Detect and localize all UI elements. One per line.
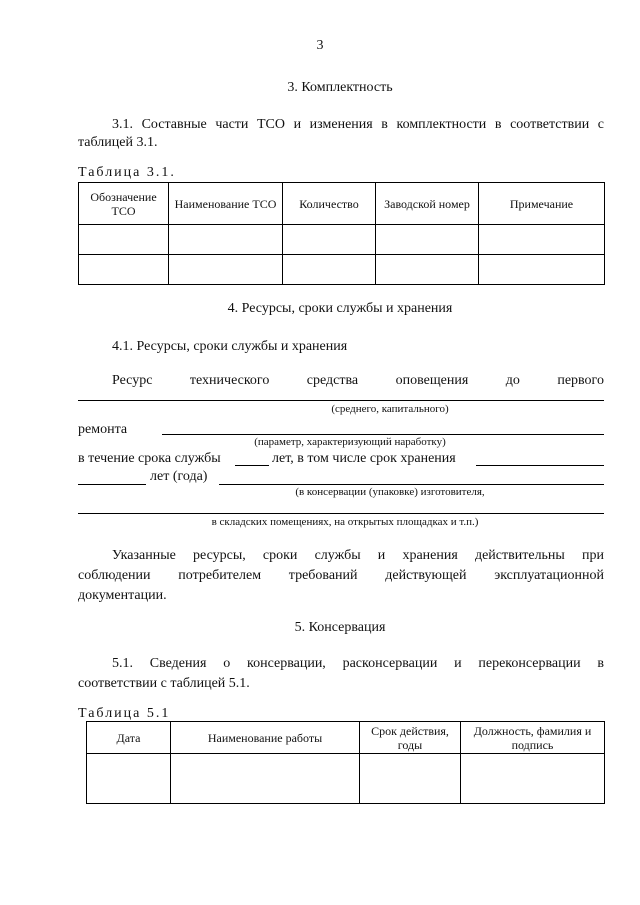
table-5-1-caption: Таблица 5.1	[78, 706, 171, 721]
label-storage-term: лет, в том числе срок хранения	[272, 451, 456, 466]
validity-note-line3: документации.	[78, 588, 167, 603]
resource-word: оповещения	[395, 373, 469, 388]
hint-conservation: (в консервации (упаковке) изготовителя,	[295, 486, 485, 498]
table-3-1-header-note: Примечание	[479, 183, 605, 225]
section-5-paragraph-line1: 5.1. Сведения о консервации, расконсервации и переконсервации в	[112, 656, 604, 671]
table-5-1-header-signature: Должность, фамилия и подпись	[461, 722, 605, 754]
table-5-1-header-work: Наименование работы	[171, 722, 360, 754]
table-cell[interactable]	[376, 225, 479, 255]
table-cell[interactable]	[479, 225, 605, 255]
page-number: 3	[316, 38, 324, 53]
table-5-1-header-date: Дата	[87, 722, 171, 754]
section-5-paragraph-line2: соответствии с таблицей 5.1.	[78, 676, 250, 691]
fill-line-service-years[interactable]	[235, 465, 269, 466]
fill-line-storage-place[interactable]	[78, 513, 604, 514]
table-cell[interactable]	[461, 754, 605, 804]
section-4-subheading: 4.1. Ресурсы, сроки службы и хранения	[112, 339, 348, 354]
fill-line-remonta[interactable]	[162, 434, 604, 435]
table-cell[interactable]	[169, 225, 283, 255]
fill-line-resource[interactable]	[78, 400, 604, 401]
table-3-1-caption: Таблица 3.1.	[78, 165, 176, 180]
table-cell[interactable]	[79, 225, 169, 255]
section-3-paragraph-line2: таблицей 3.1.	[78, 135, 158, 150]
table-cell[interactable]	[360, 754, 461, 804]
resource-word: Ресурс	[112, 373, 153, 388]
section-3-heading: 3. Комплектность	[287, 80, 393, 95]
resource-word: до	[505, 373, 520, 388]
validity-note-line2: соблюдении потребителем требований действующей эксплуатационной	[78, 568, 604, 583]
resource-word: технического	[189, 373, 270, 388]
table-3-1-header-name: Наименование ТСО	[169, 183, 283, 225]
table-cell[interactable]	[79, 255, 169, 285]
table-cell[interactable]	[169, 255, 283, 285]
resource-word: первого	[557, 373, 604, 388]
table-5-1-header-row	[87, 722, 605, 754]
table-cell[interactable]	[283, 225, 376, 255]
table-3-1	[78, 182, 605, 285]
label-service-term: в течение срока службы	[78, 451, 221, 466]
hint-parameter: (параметр, характеризующий наработку)	[254, 436, 446, 448]
fill-line-storage[interactable]	[476, 465, 604, 466]
section-4-heading: 4. Ресурсы, сроки службы и хранения	[227, 301, 453, 316]
table-cell[interactable]	[283, 255, 376, 285]
table-3-1-header-quantity: Количество	[283, 183, 376, 225]
table-3-1-header-row	[79, 183, 605, 225]
table-cell[interactable]	[171, 754, 360, 804]
fill-line-storage-conditions[interactable]	[219, 484, 604, 485]
table-row	[87, 754, 605, 804]
section-5-heading: 5. Консервация	[294, 620, 386, 635]
table-row	[79, 225, 605, 255]
table-5-1-header-term: Срок действия, годы	[360, 722, 461, 754]
table-cell[interactable]	[87, 754, 171, 804]
section-3-paragraph-line1: 3.1. Составные части ТСО и изменения в комплектности в соответствии с	[112, 117, 604, 132]
table-cell[interactable]	[376, 255, 479, 285]
table-5-1	[86, 721, 605, 804]
table-3-1-header-designation: Обозначение ТСО	[79, 183, 169, 225]
hint-warehouse: в складских помещениях, на открытых площадках и т.п.)	[211, 516, 479, 528]
table-row	[79, 255, 605, 285]
resource-line	[112, 371, 604, 391]
resource-word: средства	[306, 373, 359, 388]
table-3-1-header-serial: Заводской номер	[376, 183, 479, 225]
label-remonta: ремонта	[78, 422, 128, 437]
hint-overhaul-type: (среднего, капитального)	[331, 403, 449, 415]
fill-line-years-count[interactable]	[78, 484, 146, 485]
label-years: лет (года)	[150, 469, 208, 484]
table-cell[interactable]	[479, 255, 605, 285]
validity-note-line1: Указанные ресурсы, сроки службы и хранения действительны при	[112, 548, 604, 563]
